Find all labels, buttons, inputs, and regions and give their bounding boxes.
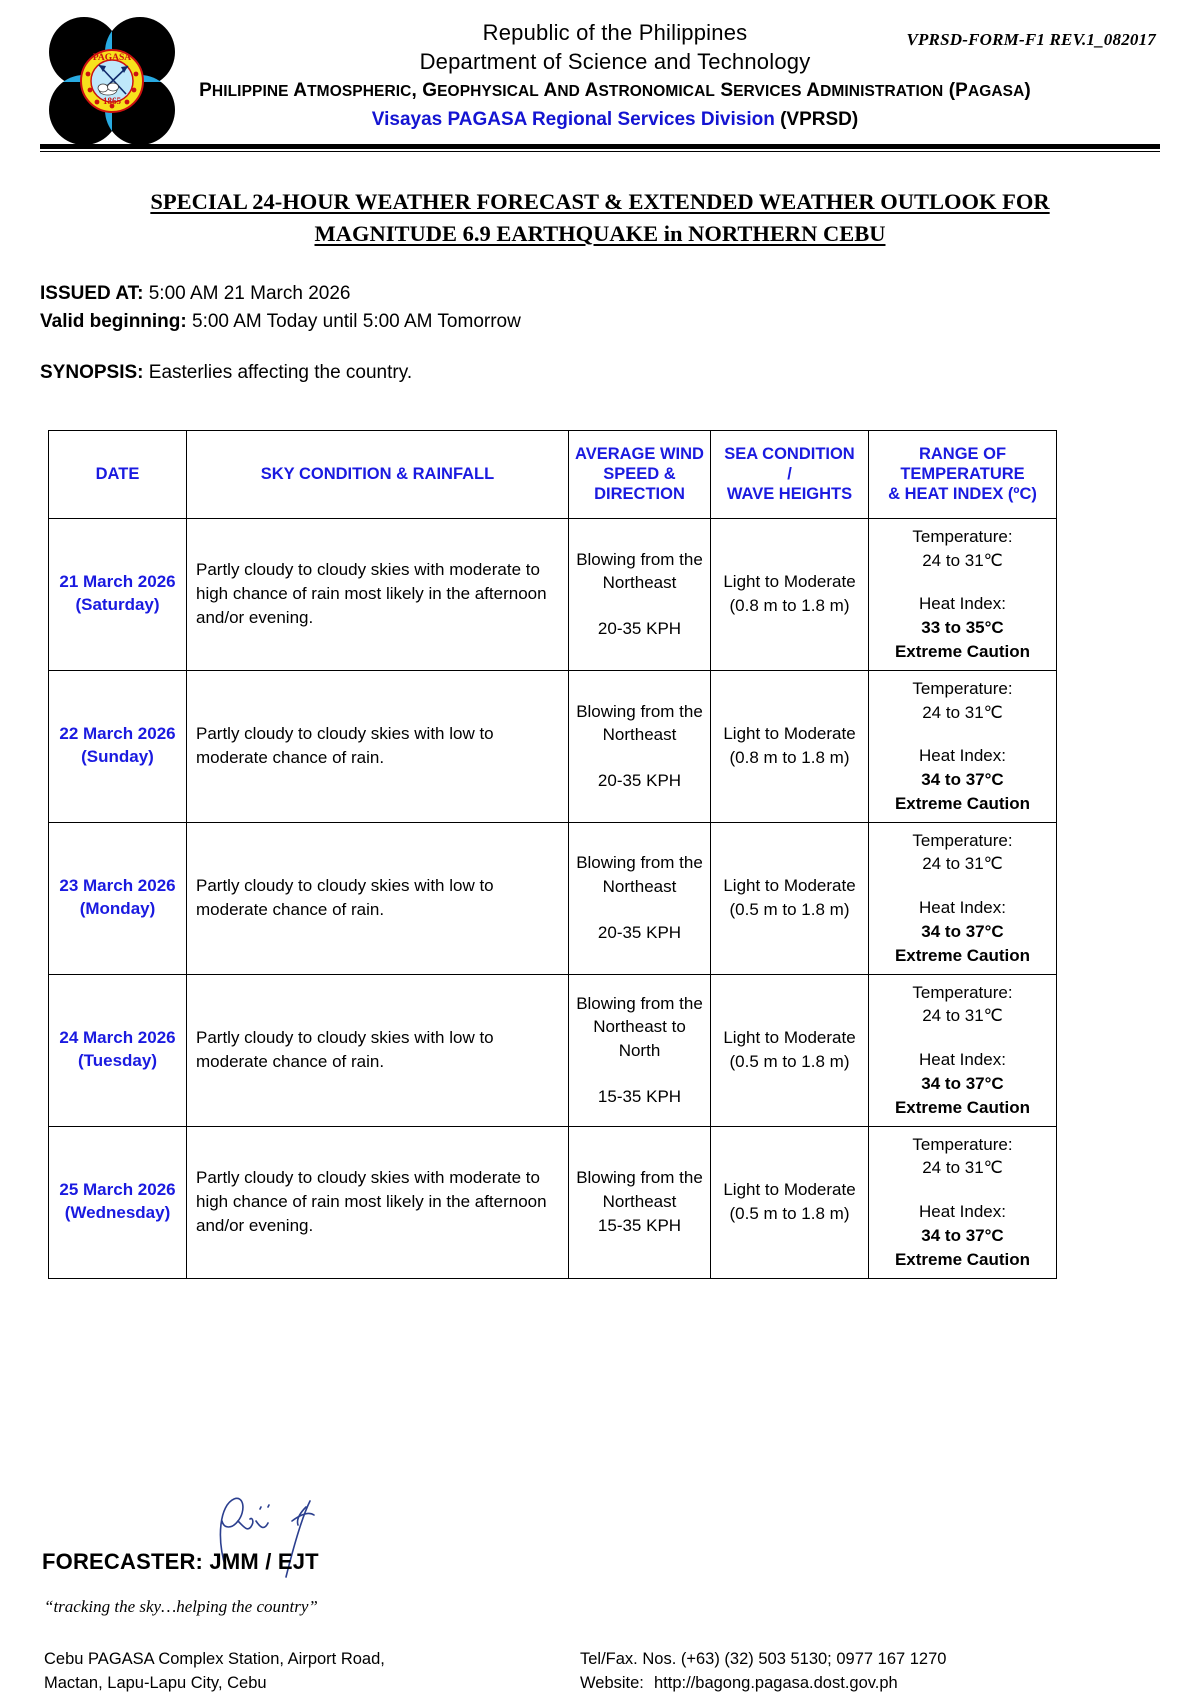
table-row — [49, 518, 1057, 670]
heat-index-caution: Extreme Caution — [894, 793, 1031, 813]
vprsd-division-name: Visayas PAGASA Regional Services Division — [371, 109, 775, 131]
heat-index-value: 34 to 37°C — [921, 1074, 1004, 1094]
forecaster-block — [40, 1481, 1160, 1591]
cell-temperature — [869, 974, 1057, 1126]
title-line-2: MAGNITUDE 6.9 EARTHQUAKE in NORTHERN CEBU — [314, 220, 886, 246]
temperature-value: 24 to 31℃ — [922, 550, 1003, 570]
cell-sea-condition — [711, 974, 869, 1126]
table-row — [49, 974, 1057, 1126]
agency-heading — [40, 18, 1160, 135]
heat-index-label: Heat Index: — [919, 594, 1006, 614]
sea-header-line-2: / — [787, 464, 792, 483]
valid-beginning-row — [40, 308, 1160, 336]
forecast-table — [48, 430, 1057, 1279]
valid-beginning-value: 5:00 AM Today until 5:00 AM Tomorrow — [192, 310, 521, 332]
valid-beginning-label: Valid beginning: — [40, 310, 187, 332]
temp-header-line-2: TEMPERATURE — [900, 464, 1025, 483]
telephone-label: Tel/Fax. Nos. — [580, 1649, 677, 1668]
temperature-label: Temperature: — [912, 982, 1013, 1002]
date-weekday: (Sunday) — [81, 747, 154, 767]
cell-sky-condition: Partly cloudy to cloudy skies with low to moderate chance of rain. — [187, 822, 569, 974]
wind-speed: 20-35 KPH — [597, 619, 682, 639]
column-header-temperature — [869, 430, 1057, 518]
wind-spacer — [573, 899, 706, 921]
synopsis-label: SYNOPSIS: — [40, 361, 144, 383]
cell-date — [49, 1126, 187, 1278]
wave-heights: (0.5 m to 1.8 m) — [729, 900, 850, 920]
wave-heights: (0.5 m to 1.8 m) — [729, 1204, 850, 1224]
wind-speed: 15-35 KPH — [597, 1216, 682, 1236]
wind-direction: Blowing from the Northeast — [576, 701, 703, 745]
column-header-sky-condition: SKY CONDITION & RAINFALL — [187, 430, 569, 518]
cell-wind — [569, 518, 711, 670]
heat-index-label: Heat Index: — [919, 746, 1006, 766]
wind-direction: Blowing from the Northeast to North — [576, 993, 703, 1061]
issuance-info — [40, 280, 1160, 336]
wave-heights: (0.8 m to 1.8 m) — [729, 748, 850, 768]
sea-condition: Light to Moderate — [723, 1180, 856, 1200]
header-divider — [40, 144, 1160, 149]
wind-direction: Blowing from the Northeast — [576, 1168, 703, 1212]
sea-condition: Light to Moderate — [723, 572, 856, 592]
date-weekday: (Monday) — [79, 899, 156, 919]
cell-sky-condition: Partly cloudy to cloudy skies with low to moderate chance of rain. — [187, 670, 569, 822]
heat-index-caution: Extreme Caution — [894, 945, 1031, 965]
table-row — [49, 1126, 1057, 1278]
temperature-label: Temperature: — [912, 830, 1013, 850]
temp-spacer — [873, 572, 1052, 592]
cell-date — [49, 822, 187, 974]
cell-date — [49, 974, 187, 1126]
temperature-label: Temperature: — [912, 1134, 1013, 1154]
cell-wind — [569, 822, 711, 974]
cell-sky-condition: Partly cloudy to cloudy skies with moderate to high chance of rain most likely in the afternoon and/or evening. — [187, 518, 569, 670]
heat-index-caution: Extreme Caution — [894, 1249, 1031, 1269]
date-primary: 23 March 2026 — [59, 876, 176, 896]
heat-index-caution: Extreme Caution — [894, 1097, 1031, 1117]
temperature-label: Temperature: — [912, 678, 1013, 698]
synopsis-value: Easterlies affecting the country. — [148, 361, 413, 383]
column-header-wind — [569, 430, 711, 518]
pagasa-logo-icon — [44, 14, 180, 150]
date-primary: 25 March 2026 — [59, 1180, 176, 1200]
sea-condition: Light to Moderate — [723, 876, 856, 896]
telephone-row — [580, 1647, 1160, 1672]
wind-spacer — [573, 595, 706, 617]
sea-header-line-1: SEA CONDITION — [724, 444, 855, 463]
heat-index-label: Heat Index: — [919, 1202, 1006, 1222]
date-primary: 21 March 2026 — [59, 572, 176, 592]
temp-spacer — [873, 1028, 1052, 1048]
wind-speed: 20-35 KPH — [597, 923, 682, 943]
heat-index-value: 34 to 37°C — [921, 1226, 1004, 1246]
wind-direction: Blowing from the Northeast — [576, 549, 703, 593]
tagline: “tracking the sky…helping the country” — [44, 1596, 318, 1616]
temperature-value: 24 to 31℃ — [922, 1006, 1003, 1026]
vprsd-acronym: (VPRSD) — [780, 109, 859, 131]
address-line-2: Mactan, Lapu-Lapu City, Cebu — [44, 1674, 267, 1693]
cell-date — [49, 670, 187, 822]
document-footer — [40, 1481, 1160, 1696]
cell-wind — [569, 1126, 711, 1278]
address-block — [40, 1647, 580, 1696]
cell-date — [49, 518, 187, 670]
heat-index-caution: Extreme Caution — [894, 641, 1031, 661]
table-header-row — [49, 430, 1057, 518]
wind-header-line-2: SPEED & — [603, 464, 676, 483]
heat-index-label: Heat Index: — [919, 898, 1006, 918]
sea-header-line-3: WAVE HEIGHTS — [726, 485, 853, 504]
date-weekday: (Wednesday) — [64, 1203, 171, 1223]
temperature-value: 24 to 31℃ — [922, 702, 1003, 722]
cell-sea-condition — [711, 518, 869, 670]
temp-spacer — [873, 1180, 1052, 1200]
wave-heights: (0.8 m to 1.8 m) — [729, 596, 850, 616]
cell-temperature — [869, 518, 1057, 670]
page-title — [40, 186, 1160, 250]
temperature-value: 24 to 31℃ — [922, 1158, 1003, 1178]
cell-sky-condition: Partly cloudy to cloudy skies with moderate to high chance of rain most likely in the afternoon and/or evening. — [187, 1126, 569, 1278]
wind-spacer — [573, 747, 706, 769]
pagasa-line: PHILIPPINE ATMOSPHERIC, GEOPHYSICAL AND ASTRONOMICAL SERVICES ADMINISTRATION (PAGASA) — [199, 79, 1031, 101]
temp-spacer — [873, 876, 1052, 896]
header-divider-thin — [40, 151, 1160, 152]
cell-sea-condition — [711, 1126, 869, 1278]
date-primary: 24 March 2026 — [59, 1028, 176, 1048]
sea-condition: Light to Moderate — [723, 724, 856, 744]
title-line-1: SPECIAL 24-HOUR WEATHER FORECAST & EXTENDED WEATHER OUTLOOK FOR — [150, 189, 1050, 214]
temperature-label: Temperature: — [912, 526, 1013, 546]
website-row — [580, 1671, 1160, 1696]
temp-header-line-1: RANGE OF — [918, 444, 1007, 463]
table-row — [49, 670, 1057, 822]
wind-header-line-1: AVERAGE WIND — [575, 444, 704, 463]
telephone-value: (+63) (32) 503 5130; 0977 167 1270 — [680, 1649, 947, 1668]
temp-spacer — [873, 724, 1052, 744]
cell-temperature — [869, 1126, 1057, 1278]
forecaster-line: FORECASTER: JMM / EJT — [42, 1548, 319, 1574]
column-header-date: DATE — [49, 430, 187, 518]
heat-index-value: 33 to 35°C — [921, 618, 1004, 638]
wind-speed: 20-35 KPH — [597, 771, 682, 791]
republic-line: Republic of the Philippines — [482, 20, 748, 45]
cell-wind — [569, 974, 711, 1126]
date-weekday: (Saturday) — [75, 595, 160, 615]
temperature-value: 24 to 31℃ — [922, 854, 1003, 874]
wave-heights: (0.5 m to 1.8 m) — [729, 1052, 850, 1072]
cell-wind — [569, 670, 711, 822]
logo-seal-top-text: PAGASA — [92, 53, 132, 63]
synopsis-row — [40, 362, 1160, 384]
column-header-sea — [711, 430, 869, 518]
cell-sea-condition — [711, 822, 869, 974]
cell-sky-condition: Partly cloudy to cloudy skies with low to moderate chance of rain. — [187, 974, 569, 1126]
address-line-1: Cebu PAGASA Complex Station, Airport Road, — [44, 1649, 385, 1668]
website-value[interactable]: http://bagong.pagasa.dost.gov.ph — [654, 1674, 898, 1693]
date-weekday: (Tuesday) — [77, 1051, 158, 1071]
date-primary: 22 March 2026 — [59, 724, 176, 744]
logo-seal-year-text: 1865 — [103, 96, 121, 106]
contact-block — [40, 1647, 1160, 1696]
masthead — [40, 0, 1160, 140]
temp-header-line-3: & HEAT INDEX (ºC) — [888, 485, 1037, 504]
form-code: VPRSD-FORM-F1 REV.1_082017 — [906, 30, 1156, 49]
vprsd-line — [70, 106, 1160, 135]
website-label: Website: — [580, 1674, 644, 1693]
issued-at-value: 5:00 AM 21 March 2026 — [148, 282, 351, 304]
cell-sea-condition — [711, 670, 869, 822]
heat-index-value: 34 to 37°C — [921, 770, 1004, 790]
table-row — [49, 822, 1057, 974]
wind-header-line-3: DIRECTION — [594, 485, 685, 504]
issued-at-label: ISSUED AT: — [40, 282, 144, 304]
wind-speed: 15-35 KPH — [597, 1086, 682, 1106]
department-line: Department of Science and Technology — [419, 49, 811, 75]
heat-index-value: 34 to 37°C — [921, 922, 1004, 942]
wind-spacer — [573, 1063, 706, 1085]
issued-at-row — [40, 280, 1160, 308]
cell-temperature — [869, 822, 1057, 974]
cell-temperature — [869, 670, 1057, 822]
contact-details — [580, 1647, 1160, 1696]
wind-direction: Blowing from the Northeast — [576, 853, 703, 897]
heat-index-label: Heat Index: — [919, 1050, 1006, 1070]
sea-condition: Light to Moderate — [723, 1028, 856, 1048]
